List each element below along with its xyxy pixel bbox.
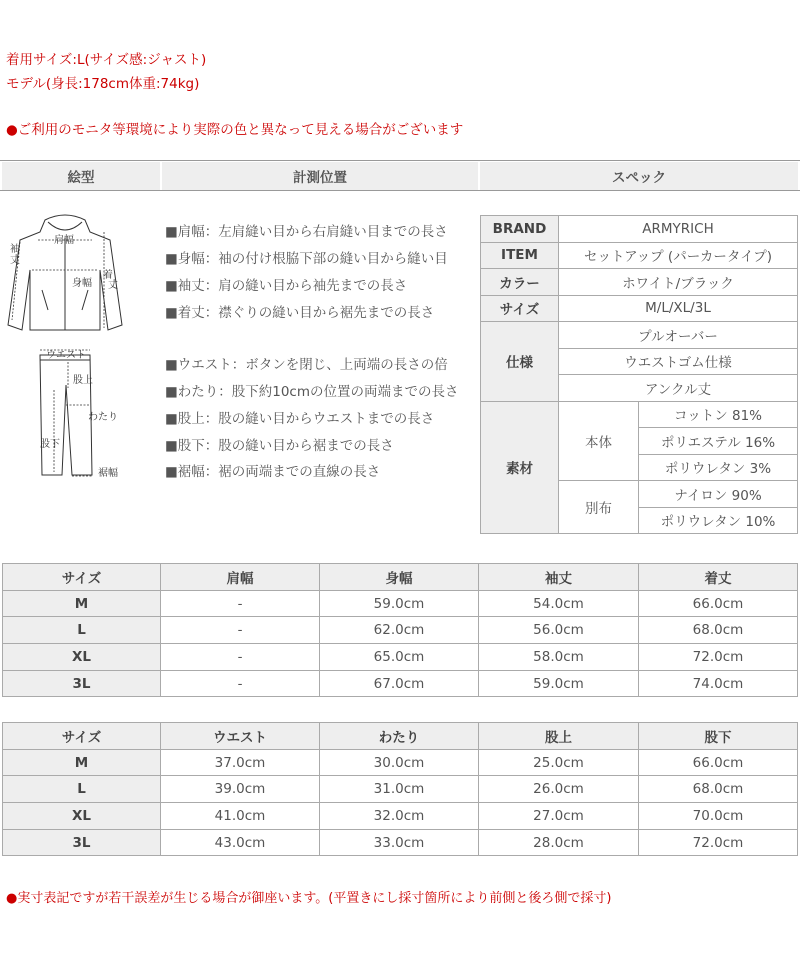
value-cell: 58.0cm — [479, 644, 639, 671]
spec-color: ホワイト/ブラック — [559, 269, 798, 296]
spec-shiyou-3: アンクル丈 — [559, 375, 798, 402]
measure-length: ■着丈：襟ぐりの縫い目から裾先までの長さ — [165, 305, 435, 321]
top-header-length: 着丈 — [639, 564, 798, 591]
table-row — [3, 776, 798, 803]
spec-shiyou-2: ウエストゴム仕様 — [559, 348, 798, 375]
value-cell: 27.0cm — [479, 803, 639, 830]
label-inseam: 股下 — [40, 439, 60, 450]
spec-shiyou-1: プルオーバー — [559, 322, 798, 349]
model-body-text: モデル(身長:178cm体重:74kg) — [6, 76, 200, 92]
header-measure: 計測位置 — [162, 162, 478, 190]
value-cell: 28.0cm — [479, 829, 639, 856]
value-cell: 66.0cm — [639, 749, 798, 776]
top-header-sleeve: 袖丈 — [479, 564, 639, 591]
value-cell: 25.0cm — [479, 749, 639, 776]
spec-main-2: ポリエステル 16% — [639, 428, 798, 455]
measure-shoulder: ■肩幅：左肩縫い目から右肩縫い目までの長さ — [165, 224, 448, 240]
value-cell: 59.0cm — [479, 670, 639, 697]
label-rise: 股上 — [73, 375, 93, 386]
spec-item: セットアップ (パーカータイプ) — [559, 242, 798, 269]
value-cell: 43.0cm — [161, 829, 320, 856]
size-cell: L — [3, 776, 161, 803]
value-cell: 59.0cm — [320, 590, 479, 617]
spec-main-1: コットン 81% — [639, 401, 798, 428]
section-header — [0, 160, 800, 191]
spec-table — [480, 215, 798, 534]
value-cell: 32.0cm — [320, 803, 479, 830]
label-sleeve-1: 袖 — [10, 244, 20, 255]
size-cell: XL — [3, 644, 161, 671]
table-row — [3, 644, 798, 671]
spec-color-label: カラー — [481, 269, 559, 296]
value-cell: 66.0cm — [639, 590, 798, 617]
top-header-body: 身幅 — [320, 564, 479, 591]
measure-thigh: ■わたり：股下約10cmの位置の両端までの長さ — [165, 384, 459, 400]
table-row — [3, 749, 798, 776]
value-cell: - — [161, 590, 320, 617]
spec-main-3: ポリウレタン 3% — [639, 454, 798, 481]
value-cell: 70.0cm — [639, 803, 798, 830]
label-thigh: わたり — [88, 412, 118, 423]
notice-top: ●ご利用のモニタ等環境により実際の色と異なって見える場合がございます — [6, 122, 464, 138]
measure-waist: ■ウエスト：ボタンを閉じ、上両端の長さの倍 — [165, 357, 448, 373]
spec-sub-2: ポリウレタン 10% — [639, 507, 798, 534]
label-shoulder: 肩幅 — [54, 235, 74, 246]
model-size-text: 着用サイズ:L(サイズ感:ジャスト) — [6, 52, 207, 68]
value-cell: - — [161, 617, 320, 644]
value-cell: 74.0cm — [639, 670, 798, 697]
table-row — [3, 590, 798, 617]
spec-shiyou-label: 仕様 — [481, 322, 559, 402]
table-row — [3, 829, 798, 856]
bottom-header-inseam: 股下 — [639, 723, 798, 750]
table-row — [3, 670, 798, 697]
value-cell: 62.0cm — [320, 617, 479, 644]
spec-size-label: サイズ — [481, 295, 559, 322]
notice-bottom: ●実寸表記ですが若干誤差が生じる場合が御座います。(平置きにし採寸箇所により前側と後ろ側で採寸) — [6, 891, 612, 906]
value-cell: 72.0cm — [639, 829, 798, 856]
bottom-header-thigh: わたり — [320, 723, 479, 750]
value-cell: 37.0cm — [161, 749, 320, 776]
value-cell: 68.0cm — [639, 776, 798, 803]
top-size-table — [2, 563, 798, 697]
value-cell: 68.0cm — [639, 617, 798, 644]
value-cell: 67.0cm — [320, 670, 479, 697]
measure-hem: ■裾幅：裾の両端までの直線の長さ — [165, 464, 381, 480]
value-cell: 72.0cm — [639, 644, 798, 671]
label-hem: 裾幅 — [98, 468, 118, 479]
value-cell: 33.0cm — [320, 829, 479, 856]
bottom-header-waist: ウエスト — [161, 723, 320, 750]
spec-item-label: ITEM — [481, 242, 559, 269]
header-spec: スペック — [480, 162, 798, 190]
top-header-size: サイズ — [3, 564, 161, 591]
bottom-header-size: サイズ — [3, 723, 161, 750]
label-sleeve-2: 丈 — [10, 255, 20, 266]
label-waist: ウエスト — [46, 350, 86, 361]
bottom-header-rise: 股上 — [479, 723, 639, 750]
value-cell: 26.0cm — [479, 776, 639, 803]
label-body-width: 身幅 — [72, 278, 92, 289]
value-cell: 56.0cm — [479, 617, 639, 644]
size-cell: L — [3, 617, 161, 644]
garment-illustration — [0, 210, 125, 485]
size-cell: M — [3, 590, 161, 617]
table-row — [3, 803, 798, 830]
bottom-size-table — [2, 722, 798, 856]
size-cell: XL — [3, 803, 161, 830]
value-cell: - — [161, 644, 320, 671]
size-cell: M — [3, 749, 161, 776]
spec-brand-label: BRAND — [481, 216, 559, 243]
value-cell: 39.0cm — [161, 776, 320, 803]
measure-sleeve: ■袖丈：肩の縫い目から袖先までの長さ — [165, 278, 408, 294]
value-cell: 31.0cm — [320, 776, 479, 803]
value-cell: 54.0cm — [479, 590, 639, 617]
spec-sub-label: 別布 — [559, 481, 639, 534]
measure-body: ■身幅：袖の付け根脇下部の縫い目から縫い目 — [165, 251, 448, 267]
value-cell: - — [161, 670, 320, 697]
size-cell: 3L — [3, 829, 161, 856]
measure-rise: ■股上：股の縫い目からウエストまでの長さ — [165, 411, 435, 427]
value-cell: 30.0cm — [320, 749, 479, 776]
measure-inseam: ■股下：股の縫い目から裾までの長さ — [165, 438, 394, 454]
spec-brand: ARMYRICH — [559, 216, 798, 243]
header-illustration: 絵型 — [2, 162, 160, 190]
spec-main-label: 本体 — [559, 401, 639, 481]
spec-sub-1: ナイロン 90% — [639, 481, 798, 508]
label-length-1: 着 — [103, 270, 113, 281]
spec-material-label: 素材 — [481, 401, 559, 534]
value-cell: 65.0cm — [320, 644, 479, 671]
top-header-shoulder: 肩幅 — [161, 564, 320, 591]
size-cell: 3L — [3, 670, 161, 697]
table-row — [3, 617, 798, 644]
value-cell: 41.0cm — [161, 803, 320, 830]
spec-size: M/L/XL/3L — [559, 295, 798, 322]
label-length-2: 丈 — [108, 280, 118, 291]
